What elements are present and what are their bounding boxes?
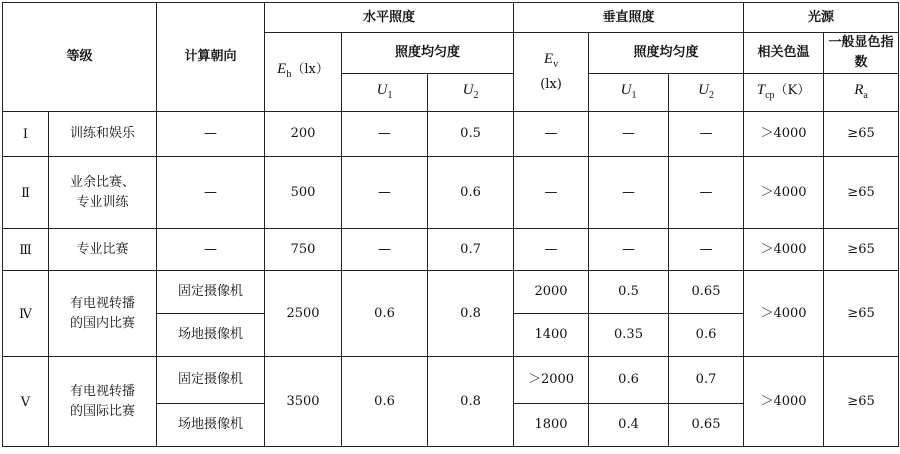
ev-value: — bbox=[514, 112, 589, 157]
ev-value: — bbox=[514, 157, 589, 229]
h-u2-value: 0.6 bbox=[428, 157, 514, 229]
v-u2-value: — bbox=[669, 229, 744, 271]
v-u1-value: — bbox=[589, 112, 669, 157]
v-u1-value: 0.5 bbox=[589, 271, 669, 314]
h-u1-value: 0.6 bbox=[342, 357, 428, 447]
orientation-cell: — bbox=[157, 229, 265, 271]
header-v-u1: $U_1$ bbox=[589, 74, 669, 112]
tcp-value: ＞4000 bbox=[744, 271, 824, 357]
orientation-cell: — bbox=[157, 112, 265, 157]
orientation-cell: 固定摄像机 bbox=[157, 357, 265, 404]
v-u2-value: — bbox=[669, 157, 744, 229]
ra-value: ≥65 bbox=[824, 357, 899, 447]
header-cct: 相关色温 bbox=[744, 33, 824, 74]
h-u2-value: 0.8 bbox=[428, 357, 514, 447]
header-h-u1: $U_1$ bbox=[342, 74, 428, 112]
table-row bbox=[3, 157, 899, 229]
table-row bbox=[3, 229, 899, 271]
v-u2-value: — bbox=[669, 112, 744, 157]
header-h-u2: $U_2$ bbox=[428, 74, 514, 112]
tcp-value: ＞4000 bbox=[744, 357, 824, 447]
h-u1-value: — bbox=[342, 229, 428, 271]
header-v-u2: $U_2$ bbox=[669, 74, 744, 112]
ra-value: ≥65 bbox=[824, 112, 899, 157]
header-light-source: 光源 bbox=[744, 3, 899, 33]
v-u1-value: 0.35 bbox=[589, 314, 669, 357]
grade-numeral: Ⅳ bbox=[3, 271, 49, 357]
v-u2-value: 0.65 bbox=[669, 404, 744, 447]
eh-value: 3500 bbox=[265, 357, 342, 447]
grade-numeral: Ⅴ bbox=[3, 357, 49, 447]
ev-value: — bbox=[514, 229, 589, 271]
h-u2-value: 0.5 bbox=[428, 112, 514, 157]
tcp-value: ＞4000 bbox=[744, 112, 824, 157]
h-u1-value: — bbox=[342, 157, 428, 229]
grade-numeral: Ⅱ bbox=[3, 157, 49, 229]
grade-name: 业余比赛、 专业训练 bbox=[49, 157, 157, 229]
v-u2-value: 0.7 bbox=[669, 357, 744, 404]
eh-unit: （lx） bbox=[291, 62, 329, 77]
v-u1-value: 0.4 bbox=[589, 404, 669, 447]
h-u1-value: — bbox=[342, 112, 428, 157]
ev-value: 1800 bbox=[514, 404, 589, 447]
table-row bbox=[3, 271, 899, 314]
header-cri: 一般显色指数 bbox=[824, 33, 899, 74]
header-h-uniformity: 照度均匀度 bbox=[342, 33, 514, 74]
grade-name: 训练和娱乐 bbox=[49, 112, 157, 157]
header-vertical-illuminance: 垂直照度 bbox=[514, 3, 744, 33]
header-eh bbox=[265, 33, 342, 112]
grade-numeral: Ⅲ bbox=[3, 229, 49, 271]
header-horizontal-illuminance: 水平照度 bbox=[265, 3, 514, 33]
eh-value: 500 bbox=[265, 157, 342, 229]
tcp-value: ＞4000 bbox=[744, 157, 824, 229]
tcp-value: ＞4000 bbox=[744, 229, 824, 271]
header-orientation: 计算朝向 bbox=[157, 3, 265, 112]
v-u1-value: — bbox=[589, 157, 669, 229]
ra-value: ≥65 bbox=[824, 271, 899, 357]
v-u1-value: 0.6 bbox=[589, 357, 669, 404]
h-u1-value: 0.6 bbox=[342, 271, 428, 357]
table-row bbox=[3, 112, 899, 157]
orientation-cell: 固定摄像机 bbox=[157, 271, 265, 314]
ra-value: ≥65 bbox=[824, 157, 899, 229]
h-u2-value: 0.8 bbox=[428, 271, 514, 357]
grade-name: 有电视转播 的国内比赛 bbox=[49, 271, 157, 357]
illuminance-standard-table bbox=[2, 2, 899, 447]
eh-value: 200 bbox=[265, 112, 342, 157]
eh-symbol: $E_h$ bbox=[277, 61, 292, 80]
v-u1-value: — bbox=[589, 229, 669, 271]
v-u2-value: 0.6 bbox=[669, 314, 744, 357]
orientation-cell: 场地摄像机 bbox=[157, 404, 265, 447]
ev-value: ＞2000 bbox=[514, 357, 589, 404]
ev-symbol: $E_v$ bbox=[543, 51, 559, 70]
orientation-cell: — bbox=[157, 157, 265, 229]
ev-value: 2000 bbox=[514, 271, 589, 314]
header-ev bbox=[514, 33, 589, 112]
header-v-uniformity: 照度均匀度 bbox=[589, 33, 744, 74]
grade-name: 有电视转播 的国际比赛 bbox=[49, 357, 157, 447]
h-u2-value: 0.7 bbox=[428, 229, 514, 271]
eh-value: 750 bbox=[265, 229, 342, 271]
header-tcp: $T_{cp}(K)$ bbox=[744, 74, 824, 112]
header-row-1 bbox=[3, 3, 899, 33]
ra-value: ≥65 bbox=[824, 229, 899, 271]
table-row bbox=[3, 357, 899, 404]
ev-unit: (lx) bbox=[540, 77, 562, 92]
grade-name: 专业比赛 bbox=[49, 229, 157, 271]
grade-numeral: Ⅰ bbox=[3, 112, 49, 157]
header-grade: 等级 bbox=[3, 3, 157, 112]
header-ra: $R_a$ bbox=[824, 74, 899, 112]
orientation-cell: 场地摄像机 bbox=[157, 314, 265, 357]
v-u2-value: 0.65 bbox=[669, 271, 744, 314]
ev-value: 1400 bbox=[514, 314, 589, 357]
eh-value: 2500 bbox=[265, 271, 342, 357]
